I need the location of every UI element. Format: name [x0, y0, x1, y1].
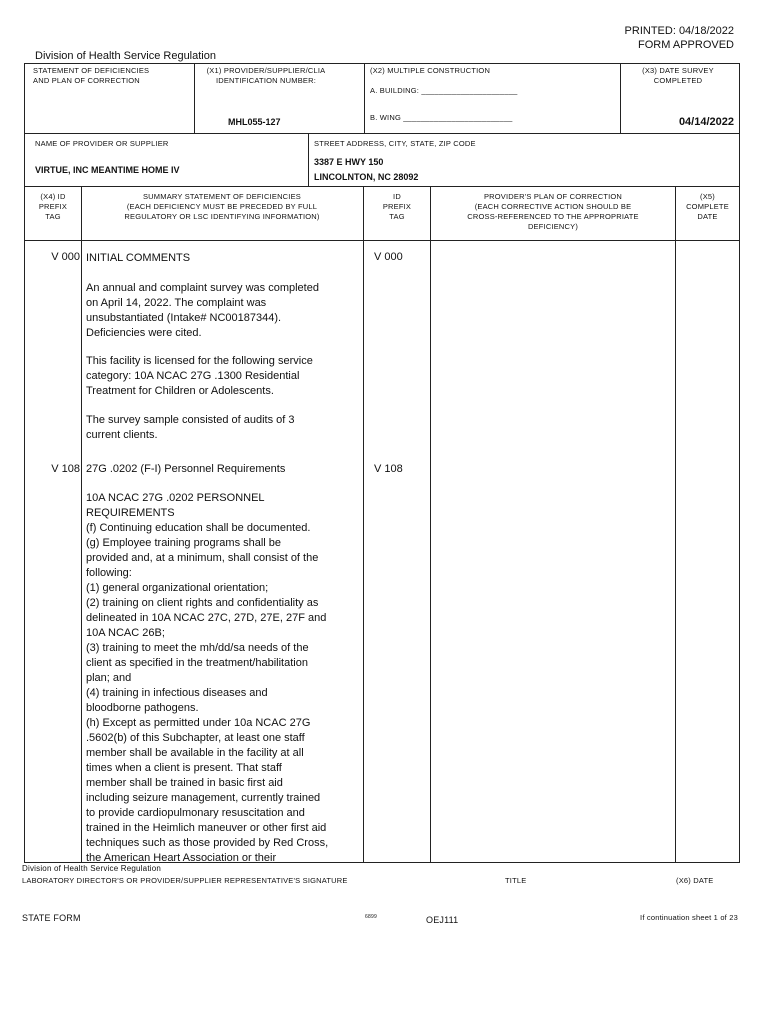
id-header: ID PREFIX TAG [382, 192, 412, 221]
printed-date: PRINTED: 04/18/2022 [624, 25, 734, 37]
street-label: STREET ADDRESS, CITY, STATE, ZIP CODE [314, 139, 476, 148]
provider-name: VIRTUE, INC MEANTIME HOME IV [35, 165, 180, 175]
x6-label: (X6) DATE [676, 876, 714, 885]
paragraph: The survey sample consisted of audits of 3 current clients. [86, 414, 295, 441]
entry-id-tag: V 108 [374, 463, 403, 475]
entry-tag: V 108 [51, 463, 80, 475]
frame-left [24, 63, 25, 863]
title-label: TITLE [505, 876, 527, 885]
col-divider [430, 186, 431, 862]
form-number: 6899 [365, 914, 377, 920]
x2-label: (X2) MULTIPLE CONSTRUCTION [370, 66, 491, 75]
x1-label: (X1) PROVIDER/SUPPLIER/CLIA IDENTIFICATION NUMBER: [206, 66, 326, 85]
entry-title: 27G .0202 (F-I) Personnel Requirements [86, 463, 286, 475]
divider [24, 133, 740, 134]
divider [24, 240, 740, 241]
x3-label: (X3) DATE SURVEY COMPLETED [642, 66, 714, 85]
continuation-sheet: If continuation sheet 1 of 23 [640, 913, 738, 922]
entry-id-tag: V 000 [374, 251, 403, 263]
x4-header: (X4) ID PREFIX TAG [38, 192, 68, 221]
divider [194, 63, 195, 133]
signature-label: LABORATORY DIRECTOR'S OR PROVIDER/SUPPLIER REPRESENTATIVE'S SIGNATURE [22, 876, 348, 885]
divider [24, 186, 740, 187]
form-approved: FORM APPROVED [638, 39, 734, 51]
plan-header: PROVIDER'S PLAN OF CORRECTION (EACH CORRECTIVE ACTION SHOULD BE CROSS-REFERENCED TO THE APPROPRIATE DEFICIENCY) [467, 192, 639, 231]
paragraph: 10A NCAC 27G .0202 PERSONNEL REQUIREMENTS (f) Continuing education shall be documented. (g) Employee training programs shall be provided and, at a minimum, shall consist of the following: (1) general organizational orientation; (2) training on client rights and confidentiality as delineated in 10A NCAC 27C, 27D, 27E, 27F and 10A NCAC 26B; (3) training to meet the mh/dd/sa needs of the client as specified in the treatment/habilitation plan; and (4) training in infectious diseases and bloodborne pathogens. (h) Except as permitted under 10a NCAC 27G .5602(b) of this Subchapter, at least one staff member shall be available in the facility at all times when a client is present. That staff member shall be trained in basic first aid including seizure management, currently trained to provide cardiopulmonary resuscitation and trained in the Heimlich maneuver or other first aid techniques such as those provided by Red Cross, the American Heart Association or their [86, 492, 329, 864]
building-field: A. BUILDING: ______________________ [370, 86, 518, 95]
divider [364, 63, 365, 133]
wing-field: B. WING _________________________ [370, 113, 513, 122]
division-header: Division of Health Service Regulation [35, 50, 216, 62]
divider [620, 63, 621, 133]
statement-label: STATEMENT OF DEFICIENCIES AND PLAN OF CORRECTION [33, 66, 150, 85]
frame-right [739, 63, 740, 863]
paragraph: This facility is licensed for the following service category: 10A NCAC 27G .1300 Residential Treatment for Children or Adolescents. [86, 355, 313, 397]
footer-division: Division of Health Service Regulation [22, 864, 162, 873]
state-form: STATE FORM [22, 913, 81, 923]
summary-header: SUMMARY STATEMENT OF DEFICIENCIES (EACH DEFICIENCY MUST BE PRECEDED BY FULL REGULATORY OR LSC IDENTIFYING INFORMATION) [124, 192, 320, 221]
col-divider [675, 186, 676, 862]
frame-top [24, 63, 740, 64]
street-line2: LINCOLNTON, NC 28092 [314, 172, 419, 182]
street-line1: 3387 E HWY 150 [314, 157, 384, 167]
x5-header: (X5) COMPLETE DATE [686, 192, 729, 221]
divider [308, 133, 309, 186]
entry-title: INITIAL COMMENTS [86, 252, 191, 264]
col-divider [81, 186, 82, 862]
x1-value: MHL055-127 [228, 117, 281, 127]
entry-tag: V 000 [51, 251, 80, 263]
col-divider [363, 186, 364, 862]
x3-value: 04/14/2022 [678, 116, 734, 128]
paragraph: An annual and complaint survey was completed on April 14, 2022. The complaint was unsubstantiated (Intake# NC00187344). Deficiencies were cited. [86, 282, 319, 339]
event-id: OEJ111 [426, 915, 459, 925]
provider-label: NAME OF PROVIDER OR SUPPLIER [35, 139, 169, 148]
